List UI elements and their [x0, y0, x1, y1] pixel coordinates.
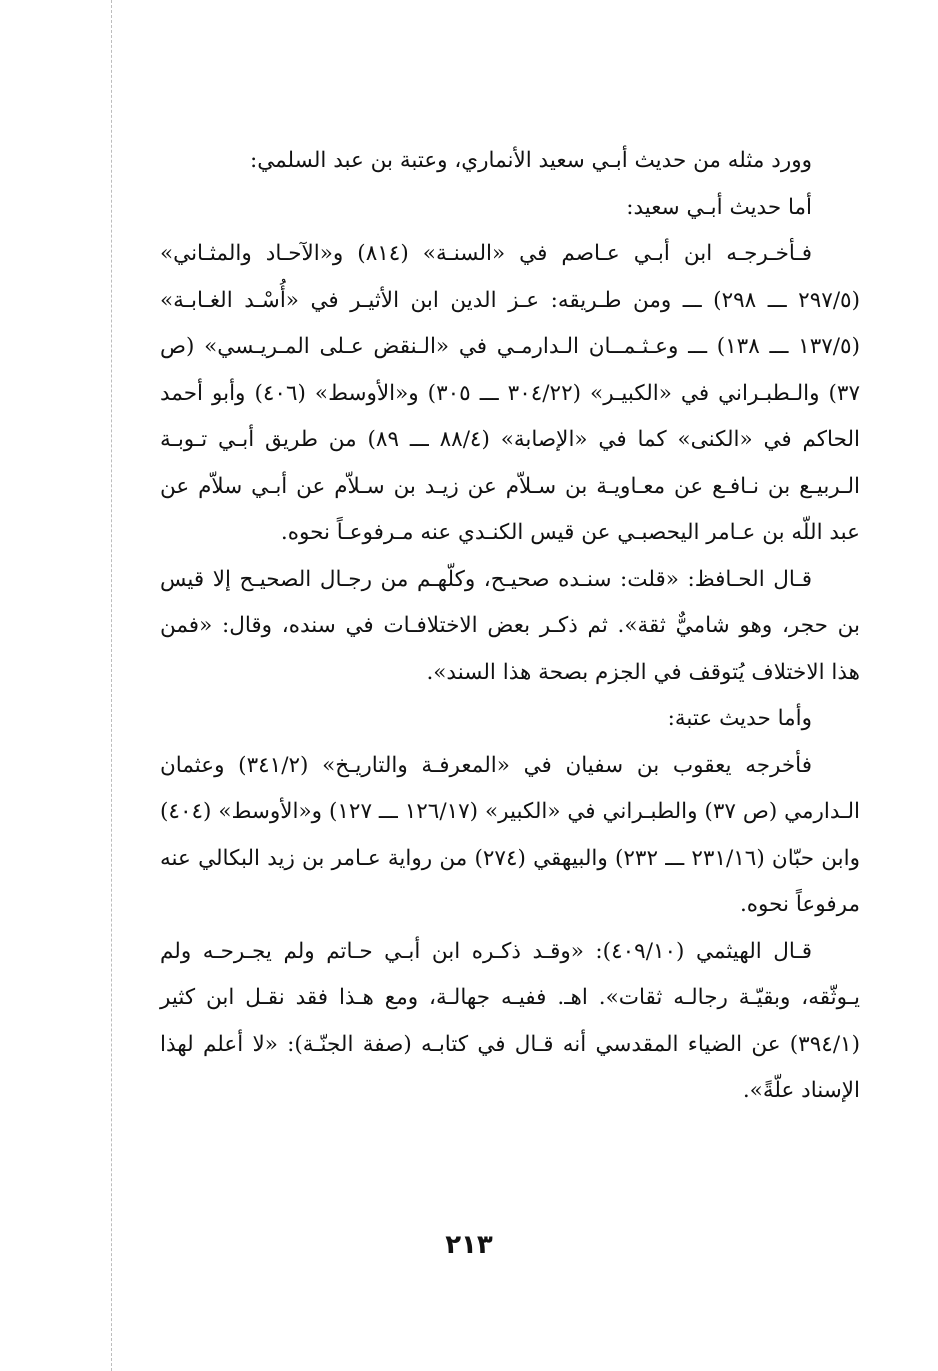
- abu-said-takhrij-paragraph: فـأخـرجـه ابن أبـي عـاصم في «السنـة» (٨١٤) و«الآحـاد والمثـاني» (٢٩٧/٥ ـــ ٢٩٨) ـــ ومن طـريقه: عـز الدين ابن الأثيـر في «أُسْـد الغـابـة» (١٣٧/٥ ـــ ١٣٨) ـــ وعـثـمــان الـدارمـي في «الـنقض عـلى المـريـسي» (ص ٣٧) والـطبـراني في «الكبيـر» (٣٠٤/٢٢ ـــ ٣٠٥) و«الأوسط» (٤٠٦) وأبو أحمد الحاكم في «الكنى» كما في «الإصابة» (٨٨/٤ ـــ ٨٩) من طريق أبـي تـوبـة الـربيـع بن نـافـع عن معـاويـة بن سـلاّم عن زيـد بن سـلاّم عن أبـي سلاّم عن عبد اللّه بن عـامر اليحصبـي عن قيس الكنـدي عنه مـرفوعـاً نحوه.: [160, 241, 860, 545]
- haythami-comment-paragraph: قـال الهيثمي (٤٠٩/١٠): «وقـد ذكـره ابن أبـي حـاتم ولم يجـرحـه ولم يـوثّقه، وبقيّـة رجالـه ثقات». اهـ. ففيـه جهالـة، ومع هـذا فقد نقـل ابن كثير (٣٩٤/١) عن الضياء المقدسي أنه قـال في كتابـه (صفة الجنّـة): «لا أعلم لهذا الإسناد علّةً».: [160, 938, 860, 1103]
- utba-takhrij-paragraph: فأخرجه يعقوب بن سفيان في «المعرفـة والتاريـخ» (٣٤١/٢) وعثمان الـدارمي (ص ٣٧) والطبـراني في «الكبير» (١٢٦/١٧ ـــ ١٢٧) و«الأوسط» (٤٠٤) وابن حبّان (٢٣١/١٦ ـــ ٢٣٢) والبيهقي (٢٧٤) من رواية عـامر بن زيد البكالي عنه مرفوعاً نحوه.: [160, 752, 860, 917]
- page-number: ٢١٣: [445, 1230, 493, 1260]
- heading-abu-said: أما حديث أبـي سعيد:: [626, 194, 812, 220]
- hafiz-comment-paragraph: قـال الحـافظ: «قلت: سنـده صحيـح، وكلّهـم من رجـال الصحيـح إلا قيس بن حجر، وهو شاميٌّ ثقة». ثم ذكـر بعض الاختلافـات في سنده، وقال: «فمن هذا الاختلاف يُتوقف في الجزم بصحة هذا السند».: [160, 566, 860, 685]
- heading-utba: وأما حديث عتبة:: [667, 706, 812, 731]
- binding-margin-line: [111, 0, 112, 1371]
- page-body: [160, 138, 860, 1115]
- intro-paragraph: وورد مثله من حديث أبـي سعيد الأنماري، وعتبة بن عبد السلمي:: [249, 148, 812, 173]
